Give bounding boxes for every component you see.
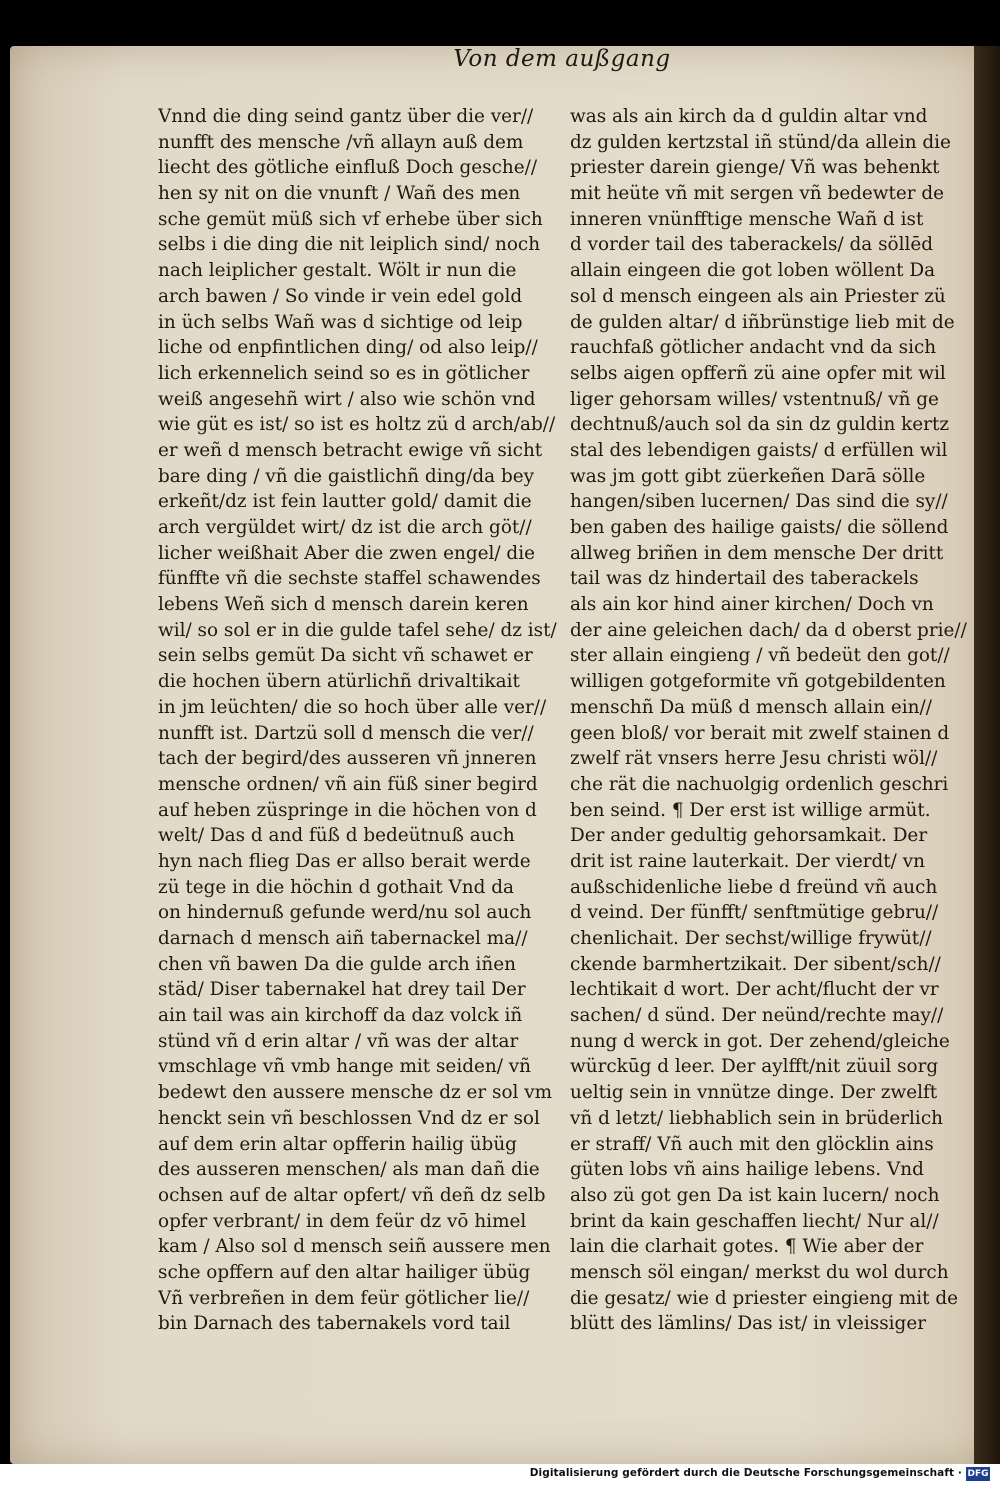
text-line: ben gaben des hailige gaists/ die söllend [570,517,949,538]
text-line: selbs aigen opfferñ zü aine opfer mit wil [570,362,946,384]
running-head: Von dem außgang [453,46,671,72]
text-line: bin Darnach des tabernakels vord tail [158,1313,511,1335]
text-line: auf heben züspringe in die höchen von d [158,799,537,821]
text-line: fünffte vñ die sechste staffel schawendes [158,568,541,590]
text-line: mit heüte vñ mit sergen vñ bedewter de [570,183,945,205]
text-line: menschñ Da müß d mensch allain ein// [570,696,932,718]
text-line: Vñ verbreñen in dem feür götlicher lie// [158,1287,530,1309]
text-line: ster allain eingieng / vñ bedeüt den got// [570,645,950,667]
text-line: ain tail was ain kirchoff da daz volck iñ [158,1005,523,1027]
text-line: lain die clarhait gotes. ¶ Wie aber der [570,1236,924,1258]
text-line: der aine geleichen dach/ da d oberst prie// [570,619,967,641]
text-line: ben seind. ¶ Der erst ist willige armüt. [570,799,931,821]
text-line: opfer verbrant/ in dem feür dz vō himel [158,1210,527,1232]
text-line: nung d werck in got. Der zehend/gleiche [570,1030,950,1052]
text-line: wie güt es ist/ so ist es holtz zü d arch/ab// [158,414,556,436]
text-line: Der ander gedultig gehorsamkait. Der [570,825,928,847]
text-line: die hochen übern atürlichñ drivaltikait [158,671,520,693]
text-line: lebens Weñ sich d mensch darein keren [158,594,529,616]
dfg-logo-icon: DFG [967,1469,989,1479]
text-line: chen vñ bawen Da die gulde arch iñen [158,953,516,975]
text-line: chenlichait. Der sechst/willige frywüt// [570,928,932,949]
text-line: geen bloß/ vor berait mit zwelf stainen d [570,722,950,744]
text-line: städ/ Diser tabernakel hat drey tail Der [158,979,526,1001]
text-line: erkeñt/dz ist fein lautter gold/ damit die [158,491,532,513]
book-page [10,46,988,1464]
right-text-column [570,104,990,1337]
text-line: sein selbs gemüt Da sicht vñ schawet er [158,645,533,667]
text-line: nunfft des mensche /vñ allayn auß dem [158,131,524,153]
text-line: nach leiplicher gestalt. Wölt ir nun die [158,260,517,282]
text-line: arch vergüldet wirt/ dz ist die arch göt// [158,517,532,538]
text-line: allweg briñen in dem mensche Der dritt [570,542,944,564]
text-line: tach der begird/des ausseren vñ jnneren [158,748,537,770]
text-line: zü tege in die höchin d gothait Vnd da [158,876,515,898]
text-line: bare ding / vñ die gaistlichñ ding/da bey [158,465,535,487]
text-line: ckende barmhertzikait. Der sibent/sch// [570,953,941,975]
text-line: blütt des lämlins/ Das ist/ in vleissiger [570,1313,926,1335]
text-line: also zü got gen Da ist kain lucern/ noch [570,1184,940,1206]
text-line: dz gulden kertzstal iñ stünd/da allein die [570,131,951,153]
text-line: lich erkennelich seind so es in götlicher [158,362,530,384]
text-line: dechtnuß/auch sol da sin dz guldin kertz [570,414,950,436]
text-line: sche opffern auf den altar hailiger übüg [158,1261,531,1283]
text-line: wil/ so sol er in die gulde tafel sehe/ dz ist/ [158,619,557,641]
text-line: würckūg d leer. Der aylfft/nit züuil sorg [570,1056,939,1078]
text-line: d vorder tail des taberackels/ da söllēd [570,234,934,256]
text-line: in jm leüchten/ die so hoch über alle ver// [158,696,547,718]
text-line: was jm gott gibt züerkeñen Darā sölle [570,465,926,487]
text-line: ueltig sein in vnnütze dinge. Der zwelft [570,1082,938,1104]
text-line: in üch selbs Wañ was d sichtige od leip [158,311,523,333]
text-line: on hindernuß gefunde werd/nu sol auch [158,902,532,924]
text-line: rauchfaß götlicher andacht vnd da sich [570,337,937,359]
text-line: hen sy nit on die vnunft / Wañ des men [158,183,521,205]
text-line: auf dem erin altar opfferin hailig übüg [158,1133,517,1155]
text-line: stal des lebendigen gaists/ d erfüllen wil [570,439,948,461]
text-line: vñ d letzt/ liebhablich sein in brüderlich [570,1107,943,1129]
text-line: henckt sein vñ beschlossen Vnd dz er sol [158,1107,540,1129]
text-line: zwelf rät vnsers herre Jesu christi wöl// [570,748,938,770]
text-line: als ain kor hind ainer kirchen/ Doch vn [570,594,934,616]
text-line: weiß angesehñ wirt / also wie schön vnd [158,388,536,410]
text-line: inneren vnünfftige mensche Wañ d ist [570,208,924,230]
text-line: licher weißhait Aber die zwen engel/ die [158,542,535,564]
text-line: liger gehorsam willes/ vstentnuß/ vñ ge [570,388,939,410]
text-line: lechtikait d wort. Der acht/flucht der vr [570,979,939,1001]
text-line: nunfft ist. Dartzü soll d mensch die ver// [158,722,534,744]
text-line: er weñ d mensch betracht ewige vñ sicht [158,439,543,461]
text-line: des ausseren menschen/ als man dañ die [158,1159,540,1181]
text-line: ochsen auf de altar opfert/ vñ deñ dz selb [158,1184,546,1206]
text-line: brint da kain geschaffen liecht/ Nur al// [570,1210,939,1232]
text-line: mensche ordnen/ vñ ain füß siner begird [158,773,538,795]
text-line: tail was dz hindertail des taberackels [570,568,919,590]
text-line: drit ist raine lauterkait. Der vierdt/ vn [570,850,925,872]
text-line: Vnnd die ding seind gantz über die ver// [158,106,534,127]
text-line: liecht des götliche einfluß Doch gesche// [158,157,538,179]
footer-bar [0,1464,1000,1486]
text-line: che rät die nachuolgig ordenlich geschri [570,773,949,795]
left-text-column [158,104,578,1337]
text-line: priester darein gienge/ Vñ was behenkt [570,157,940,179]
text-line: sol d mensch eingeen als ain Priester zü [570,285,946,307]
text-line: sachen/ d sünd. Der neünd/rechte may// [570,1005,944,1027]
text-line: d veind. Der fünfft/ senftmütige gebru// [570,902,939,924]
text-line: bedewt den aussere mensche dz er sol vm [158,1082,553,1104]
text-line: hyn nach flieg Das er allso berait werde [158,850,531,872]
text-line: liche od enpfintlichen ding/ od also leip// [158,337,538,359]
text-line: willigen gotgeformite vñ gotgebildenten [570,671,946,693]
funding-note: Digitalisierung gefördert durch die Deutsche Forschungsgemeinschaft · [529,1467,962,1479]
text-line: vmschlage vñ vmb hange mit seiden/ vñ [158,1056,531,1078]
text-line: selbs i die ding die nit leiplich sind/ noch [158,234,541,256]
text-line: welt/ Das d and füß d bedeütnuß auch [158,825,515,847]
text-line: de gulden altar/ d iñbrünstige lieb mit de [570,311,955,333]
text-line: stünd vñ d erin altar / vñ was der altar [158,1030,519,1052]
text-line: kam / Also sol d mensch seiñ aussere men [158,1236,551,1258]
text-line: er straff/ Vñ auch mit den glöcklin ains [570,1133,934,1155]
text-line: außschidenliche liebe d freünd vñ auch [570,876,938,898]
text-line: arch bawen / So vinde ir vein edel gold [158,285,523,307]
text-line: was als ain kirch da d guldin altar vnd [570,106,928,127]
text-line: hangen/siben lucernen/ Das sind die sy// [570,491,948,513]
text-line: darnach d mensch aiñ tabernackel ma// [158,928,528,949]
text-line: güten lobs vñ ains hailige lebens. Vnd [570,1159,924,1181]
text-line: mensch söl eingan/ merkst du wol durch [570,1261,949,1283]
text-line: allain eingeen die got loben wöllent Da [570,260,936,282]
text-line: sche gemüt müß sich vf erhebe über sich [158,208,543,230]
text-line: die gesatz/ wie d priester eingieng mit de [570,1287,959,1309]
